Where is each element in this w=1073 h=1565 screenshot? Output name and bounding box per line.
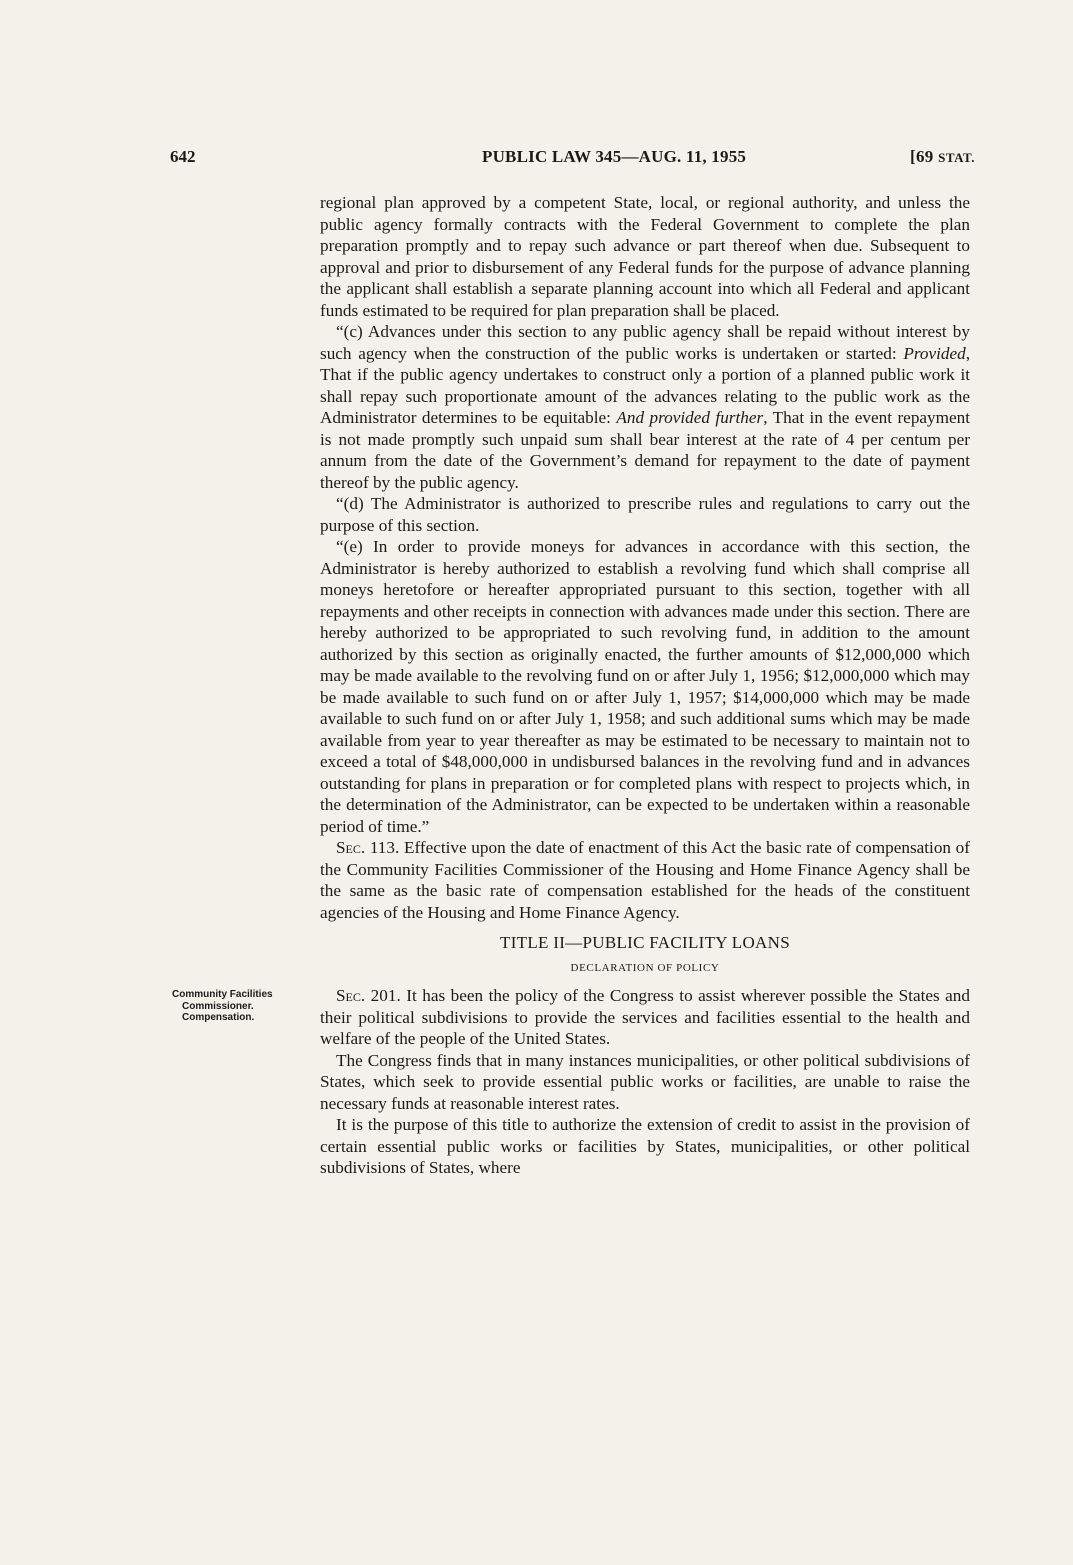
proviso-italic: Provided xyxy=(903,343,966,363)
paragraph-continuation: regional plan approved by a competent State, local, or regional authority, and unless the public agency formally contracts with the Federal Government to complete the plan preparation promptly and to repay such advance or part thereof when due. Subsequent to approval and prior to disbursement of any Federal funds for the purpose of advance planning the applicant shall establish a separate planning account into which all Federal and applicant funds estimated to be required for plan preparation shall be placed. xyxy=(320,193,970,320)
volume-citation xyxy=(910,147,975,167)
volume-stat: STAT. xyxy=(938,150,975,165)
paragraph-subsection-d: “(d) The Administrator is authorized to prescribe rules and regulations to carry out the purpose of this section. xyxy=(320,494,970,535)
text-run: It has been the policy of the Congress to assist wherever possible the States and their political subdivisions to provide the services and facilities essential to the health and welfare of the people of the United States. xyxy=(320,986,970,1048)
paragraph-purpose: It is the purpose of this title to authorize the extension of credit to assist in the provision of certain essential public works or facilities by States, municipalities, or other political subdivisions of States, where xyxy=(320,1115,970,1177)
proviso-italic: And provided further xyxy=(616,408,764,427)
text-run: , That in the event repayment is not made promptly such unpaid sum shall bear interest at the rate of 4 per centum per annum from the date of the Government’s demand for repayment to the date of payment thereof by the public agency. xyxy=(320,408,970,492)
margin-note xyxy=(172,989,298,1024)
page-header xyxy=(170,147,975,171)
page-number: 642 xyxy=(170,147,196,166)
volume-prefix: [69 xyxy=(910,147,939,166)
margin-note-line: Community Facilities Commissioner. xyxy=(172,989,273,1012)
text-run: Effective upon the date of enactment of this Act the basic rate of compensation of the Community Facilities Commissioner of the Housing and Home Finance Agency shall be the same as the basic rate of compensation established for the heads of the constituent agencies of the Housing and Home Finance Agency. xyxy=(320,838,970,922)
paragraph-subsection-e: “(e) In order to provide moneys for advances in accordance with this section, the Administrator is hereby authorized to establish a revolving fund which shall comprise all moneys heretofore or hereafter appropriated pursuant to this section, together with all repayments and other receipts in connection with advances made under this section. There are hereby authorized to be appropriated to such revolving fund, in addition to the amount authorized by this section as originally enacted, the further amounts of $12,000,000 which may be made available to the revolving fund on or after July 1, 1956; $12,000,000 which may be made available to such fund on or after July 1, 1957; $14,000,000 which may be made available to such fund on or after July 1, 1958; and such additional sums which may be made available from year to year thereafter as may be estimated to be necessary to maintain not to exceed a total of $48,000,000 in undisbursed balances in the revolving fund and in advances outstanding for plans in preparation or for completed plans with respect to projects which, in the determination of the Administrator, can be expected to be undertaken within a reasonable period of time.” xyxy=(320,537,970,836)
paragraph-section-201 xyxy=(320,985,970,1050)
body-text xyxy=(320,192,970,1179)
text-run: , That if the public agency undertakes to construct only a portion of a planned public work it shall repay such proportionate amount of the advances relating to the public work as the Administrator determines to be equitable: xyxy=(320,343,970,427)
section-label: Sec. 113. xyxy=(336,838,400,857)
paragraph-subsection-c xyxy=(320,321,970,493)
margin-note-line: Compensation. xyxy=(182,1012,255,1023)
paragraph-section-113 xyxy=(320,837,970,923)
title-heading: TITLE II—PUBLIC FACILITY LOANS xyxy=(500,933,790,952)
section-subheading: DECLARATION OF POLICY xyxy=(570,961,720,974)
running-head: PUBLIC LAW 345—AUG. 11, 1955 xyxy=(482,147,747,166)
paragraph-findings: The Congress finds that in many instances municipalities, or other political subdivisions of States, which seek to provide essential public works or facilities, are unable to raise the necessary funds at reasonable interest rates. xyxy=(320,1050,970,1113)
text-run: “(c) Advances under this section to any public agency shall be repaid without interest by such agency when the construction of the public works is undertaken or started: xyxy=(320,322,970,363)
section-label: Sec. 201. xyxy=(336,986,401,1005)
